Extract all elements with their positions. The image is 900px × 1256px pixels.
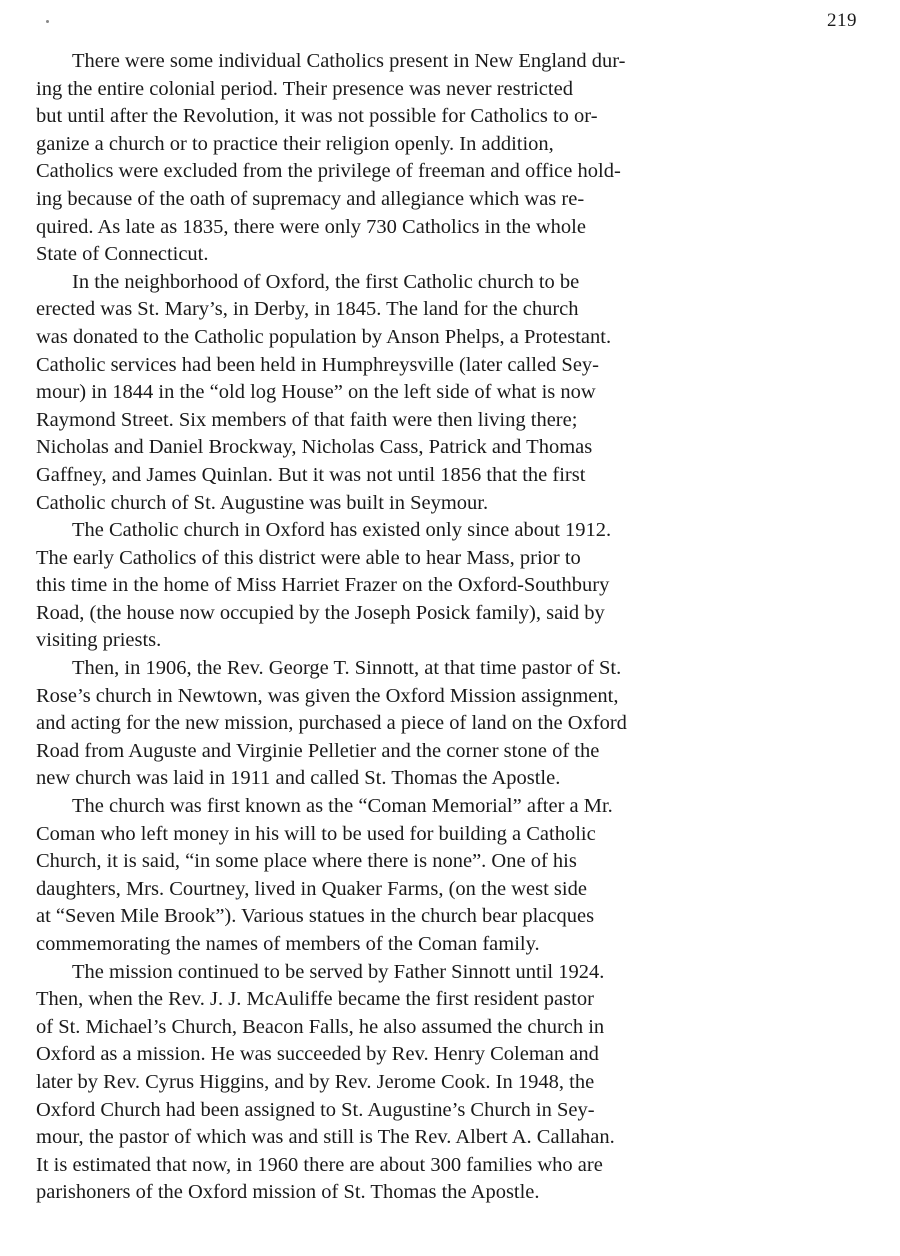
text-line: The mission continued to be served by Father Sinnott until 1924. bbox=[72, 960, 605, 983]
text-line: ing because of the oath of supremacy and allegiance which was re- bbox=[36, 187, 585, 210]
text-line: Oxford as a mission. He was succeeded by Rev. Henry Coleman and bbox=[36, 1043, 599, 1066]
text-line: State of Connecticut. bbox=[36, 243, 209, 266]
text-line: Catholic services had been held in Humphreysville (later called Sey- bbox=[36, 353, 599, 376]
paragraph-1 bbox=[36, 48, 872, 269]
text-line: The early Catholics of this district were able to hear Mass, prior to bbox=[36, 546, 581, 569]
text-line: at “Seven Mile Brook”). Various statues in the church bear placques bbox=[36, 905, 595, 928]
text-line: later by Rev. Cyrus Higgins, and by Rev. Jerome Cook. In 1948, the bbox=[36, 1070, 595, 1093]
text-line: erected was St. Mary’s, in Derby, in 1845. The land for the church bbox=[36, 298, 579, 321]
paragraph-3 bbox=[36, 517, 872, 655]
text-line: and acting for the new mission, purchased a piece of land on the Oxford bbox=[36, 712, 627, 735]
text-line: Nicholas and Daniel Brockway, Nicholas Cass, Patrick and Thomas bbox=[36, 436, 593, 459]
paragraph-5 bbox=[36, 793, 872, 959]
text-line: There were some individual Catholics present in New England dur- bbox=[72, 50, 626, 72]
text-line: Catholics were excluded from the privilege of freeman and office hold- bbox=[36, 160, 621, 183]
paragraph-6 bbox=[36, 959, 872, 1207]
text-line: new church was laid in 1911 and called St. Thomas the Apostle. bbox=[36, 767, 561, 790]
text-line: In the neighborhood of Oxford, the first Catholic church to be bbox=[72, 270, 580, 293]
text-line: daughters, Mrs. Courtney, lived in Quaker Farms, (on the west side bbox=[36, 877, 587, 900]
text-line: Gaffney, and James Quinlan. But it was not until 1856 that the first bbox=[36, 463, 586, 486]
paragraph-4 bbox=[36, 655, 872, 793]
text-line: Oxford Church had been assigned to St. Augustine’s Church in Sey- bbox=[36, 1098, 595, 1121]
text-line: Then, in 1906, the Rev. George T. Sinnott, at that time pastor of St. bbox=[72, 657, 622, 680]
text-line: Rose’s church in Newtown, was given the Oxford Mission assignment, bbox=[36, 684, 619, 707]
text-line: It is estimated that now, in 1960 there are about 300 families who are bbox=[36, 1153, 603, 1176]
text-line: mour, the pastor of which was and still is The Rev. Albert A. Callahan. bbox=[36, 1126, 615, 1149]
text-line: quired. As late as 1835, there were only 730 Catholics in the whole bbox=[36, 215, 586, 238]
body-text bbox=[36, 48, 872, 1207]
paragraph-2 bbox=[36, 269, 872, 517]
text-line: of St. Michael’s Church, Beacon Falls, he also assumed the church in bbox=[36, 1015, 605, 1038]
text-line: Church, it is said, “in some place where there is none”. One of his bbox=[36, 850, 577, 873]
text-line: parishoners of the Oxford mission of St. Thomas the Apostle. bbox=[36, 1181, 540, 1204]
text-line: Then, when the Rev. J. J. McAuliffe became the first resident pastor bbox=[36, 988, 594, 1011]
text-line: was donated to the Catholic population by Anson Phelps, a Protestant. bbox=[36, 325, 612, 348]
text-line: The Catholic church in Oxford has existed only since about 1912. bbox=[72, 519, 612, 542]
text-line: Raymond Street. Six members of that faith were then living there; bbox=[36, 408, 578, 431]
text-line: this time in the home of Miss Harriet Frazer on the Oxford-Southbury bbox=[36, 574, 610, 597]
stray-dot-mark bbox=[46, 20, 49, 23]
text-line: mour) in 1844 in the “old log House” on the left side of what is now bbox=[36, 381, 596, 404]
text-line: Catholic church of St. Augustine was built in Seymour. bbox=[36, 491, 489, 514]
text-line: Road, (the house now occupied by the Joseph Posick family), said by bbox=[36, 601, 605, 624]
text-line: Road from Auguste and Virginie Pelletier and the corner stone of the bbox=[36, 739, 600, 762]
text-line: commemorating the names of members of the Coman family. bbox=[36, 933, 540, 955]
text-line: but until after the Revolution, it was not possible for Catholics to or- bbox=[36, 105, 598, 128]
text-line: ganize a church or to practice their religion openly. In addition, bbox=[36, 132, 554, 155]
text-line: Coman who left money in his will to be used for building a Catholic bbox=[36, 822, 596, 845]
text-line: ing the entire colonial period. Their presence was never restricted bbox=[36, 77, 573, 100]
page-number: 219 bbox=[827, 10, 857, 31]
text-line: visiting priests. bbox=[36, 629, 162, 652]
text-line: The church was first known as the “Coman Memorial” after a Mr. bbox=[72, 795, 613, 818]
